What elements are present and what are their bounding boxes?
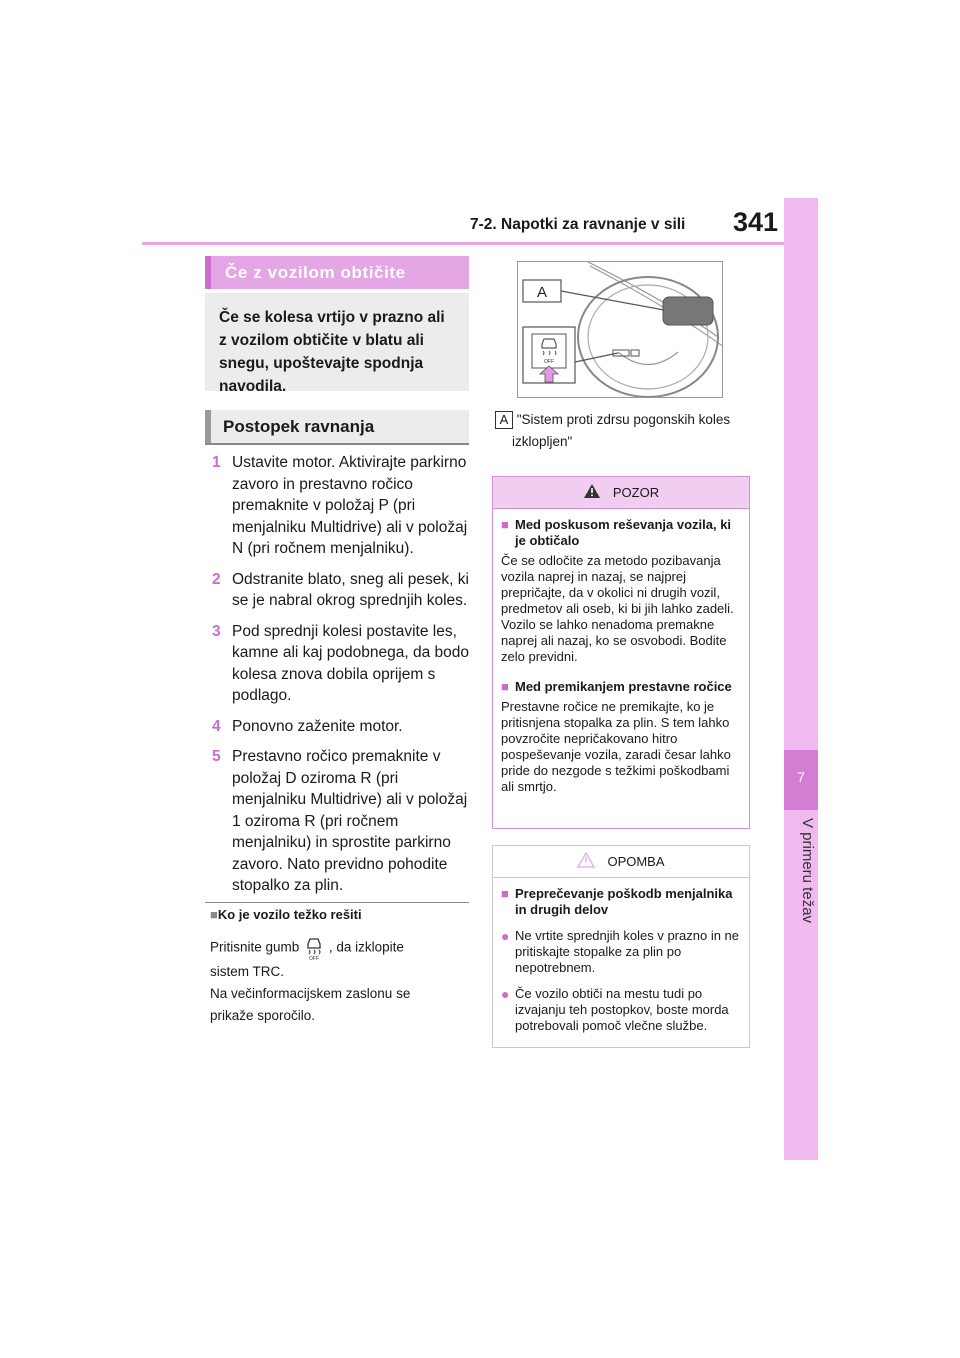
step-item: 4 Ponovno zaženite motor. bbox=[212, 717, 403, 735]
chapter-title: V primeru težav bbox=[799, 818, 816, 924]
trc-off-icon bbox=[303, 935, 325, 961]
section-title-stuck: Če z vozilom obtičite bbox=[205, 256, 469, 289]
square-bullet-icon: ■ bbox=[501, 679, 509, 694]
list-item: ● Ne vrtite sprednjih koles v prazno in ne pritiskajte stopalke za plin po nepotrebnem. bbox=[501, 928, 740, 975]
label-a: A bbox=[536, 284, 548, 301]
note-title: ■Ko je vozilo težko rešiti bbox=[210, 907, 362, 922]
section-title-procedure: Postopek ravnanja bbox=[205, 410, 469, 443]
header-divider bbox=[142, 242, 784, 245]
svg-text:OFF: OFF bbox=[309, 956, 320, 961]
dashboard-illustration bbox=[517, 261, 723, 398]
dot-bullet-icon: ● bbox=[501, 928, 510, 944]
warning-header: POZOR bbox=[493, 477, 749, 509]
section-intro: Če se kolesa vrtijo v prazno ali z vozilom obtičite v blatu ali snegu, upoštevajte spodnja navodila. bbox=[205, 293, 469, 391]
step-item: 2 Odstranite blato, sneg ali pesek, ki se je nabral okrog sprednjih koles. bbox=[212, 570, 469, 609]
procedure-divider bbox=[205, 443, 469, 445]
step-item: 1 Ustavite motor. Aktivirajte parkirno zavoro in prestavno ročico premaknite v položaj P (pri menjalniku Multidrive) ali v položaj N (pri ročnem menjalniku). bbox=[212, 454, 468, 557]
list-item: ● Če vozilo obtiči na mestu tudi po izvajanju teh postopkov, boste morda potrebovali pomoč vlečne službe. bbox=[501, 986, 729, 1033]
procedure-steps bbox=[212, 452, 470, 906]
dot-bullet-icon: ● bbox=[501, 986, 510, 1002]
figure-caption: A "Sistem proti zdrsu pogonskih koles izklopljen" bbox=[495, 409, 755, 453]
label-a-marker: A bbox=[495, 411, 513, 429]
page-number: 341 bbox=[733, 207, 779, 237]
step-item: 3 Pod sprednji kolesi postavite les, kamne ali kaj podobnega, da bodo kolesa znova dobila oprijem s podlago. bbox=[212, 622, 469, 704]
caution-outline-icon bbox=[577, 852, 595, 871]
svg-text:OFF: OFF bbox=[544, 359, 554, 365]
square-bullet-icon: ■ bbox=[501, 517, 509, 532]
warning-triangle-icon bbox=[583, 483, 601, 502]
warning-box: POZOR ■ Med poskusom reševanja vozila, ki je obtičalo Če se odločite za metodo pozibavanja vozila naprej in nazaj, se najprej prepričajte, da v okolici ni drugih vozil, predmetov ali oseb, ki bi jih lahko zadeli. Vozilo se lahko nenadoma premakne naprej ali nazaj, ko se osvobodi. Bodite zelo previdni. ■ Med premikanjem prestavne ročice Prestavne ročice ne premikajte, ko je pritisnjena stopalka za plin. S tem lahko povzročite nepričakovano hitro pospeševanje vozila, zaradi česar lahko pride do nezgode s težkimi poškodbami ali smrtjo. bbox=[492, 476, 750, 829]
notice-header: OPOMBA bbox=[493, 846, 749, 878]
chapter-number: 7 bbox=[797, 769, 805, 785]
square-bullet-icon: ■ bbox=[210, 907, 218, 922]
section-header: 7-2. Napotki za ravnanje v sili bbox=[470, 216, 686, 233]
step-item: 5 Prestavno ročico premaknite v položaj D oziroma R (pri menjalniku Multidrive) ali v položaj 1 oziroma R (pri ročnem menjalniku) in sprostite parkirno zavoro. Nato previdno pohodite stopalko za plin. bbox=[212, 748, 468, 894]
chapter-side-tab bbox=[784, 198, 818, 1160]
note-divider bbox=[205, 902, 469, 903]
square-bullet-icon: ■ bbox=[501, 886, 509, 901]
note-text: Pritisnite gumb OFF , da izklopite sistem TRC. Na večinformacijskem zaslonu se prikaže sporočilo. bbox=[210, 935, 470, 1027]
notice-box: OPOMBA ■ Preprečevanje poškodb menjalnika in drugih delov ● Ne vrtite sprednjih koles v prazno in ne pritiskajte stopalke za plin po nepotrebnem. ● Če vozilo obtiči na mestu tudi po izvajanju teh postopkov, boste morda potrebovali pomoč vlečne službe. bbox=[492, 845, 750, 1048]
